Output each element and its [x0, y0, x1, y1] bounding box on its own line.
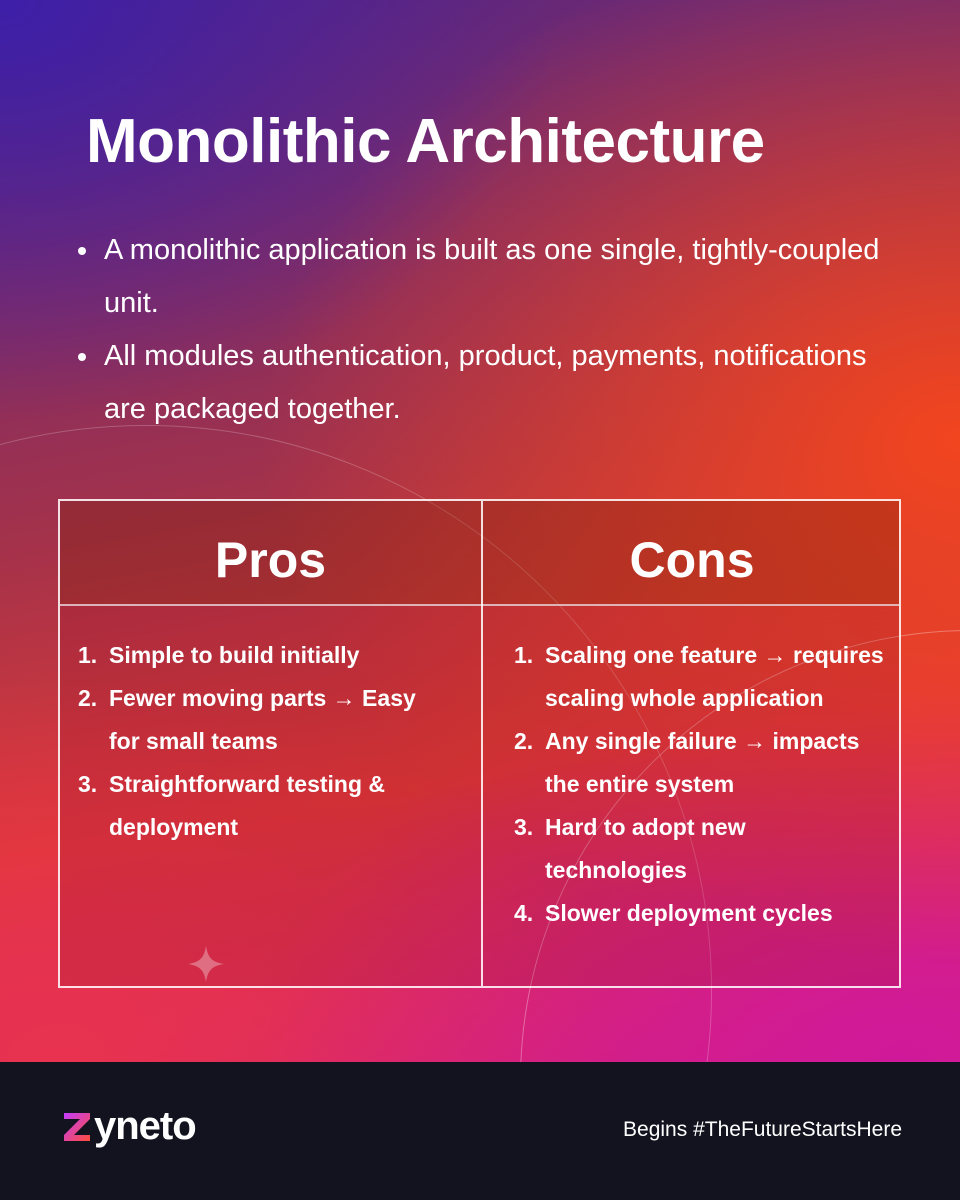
list-item	[514, 892, 884, 935]
item-number: 3.	[514, 814, 534, 840]
bullet-item: All modules authentication, product, payments, notifications are packaged together.	[104, 330, 904, 436]
logo-text: yneto	[94, 1104, 196, 1148]
cons-list	[514, 634, 884, 935]
item-text: Hard to adopt new technologies	[545, 814, 746, 883]
item-number: 4.	[514, 900, 534, 926]
page-title: Monolithic Architecture	[86, 107, 765, 176]
pros-list	[78, 634, 448, 849]
bullet-item: A monolithic application is built as one single, tightly-coupled unit.	[104, 224, 904, 330]
list-item	[514, 634, 884, 720]
item-number: 2.	[514, 728, 534, 754]
list-item	[514, 720, 884, 806]
cons-heading: Cons	[629, 532, 755, 588]
item-text: Any single failure → impacts the entire system	[545, 728, 860, 797]
item-text: Straightforward testing & deployment	[109, 771, 386, 840]
list-item	[78, 677, 448, 763]
list-item	[78, 634, 448, 677]
item-number: 1.	[78, 642, 98, 668]
bullet-list	[104, 224, 904, 436]
list-item	[514, 806, 884, 892]
item-text: Simple to build initially	[109, 642, 360, 668]
sparkle-icon	[186, 944, 226, 984]
item-number: 2.	[78, 685, 98, 711]
zyneto-logo[interactable]	[62, 1103, 196, 1149]
zyneto-logo-icon	[62, 1109, 92, 1143]
footer-tagline: Begins #TheFutureStartsHere	[623, 1118, 902, 1141]
item-number: 3.	[78, 771, 98, 797]
pros-cons-table	[58, 499, 901, 988]
list-item	[78, 763, 448, 849]
item-number: 1.	[514, 642, 534, 668]
item-text: Slower deployment cycles	[545, 900, 833, 926]
pros-heading: Pros	[214, 532, 327, 588]
item-text: Fewer moving parts → Easy for small teams	[109, 685, 416, 754]
item-text: Scaling one feature → requires scaling whole application	[545, 642, 884, 711]
